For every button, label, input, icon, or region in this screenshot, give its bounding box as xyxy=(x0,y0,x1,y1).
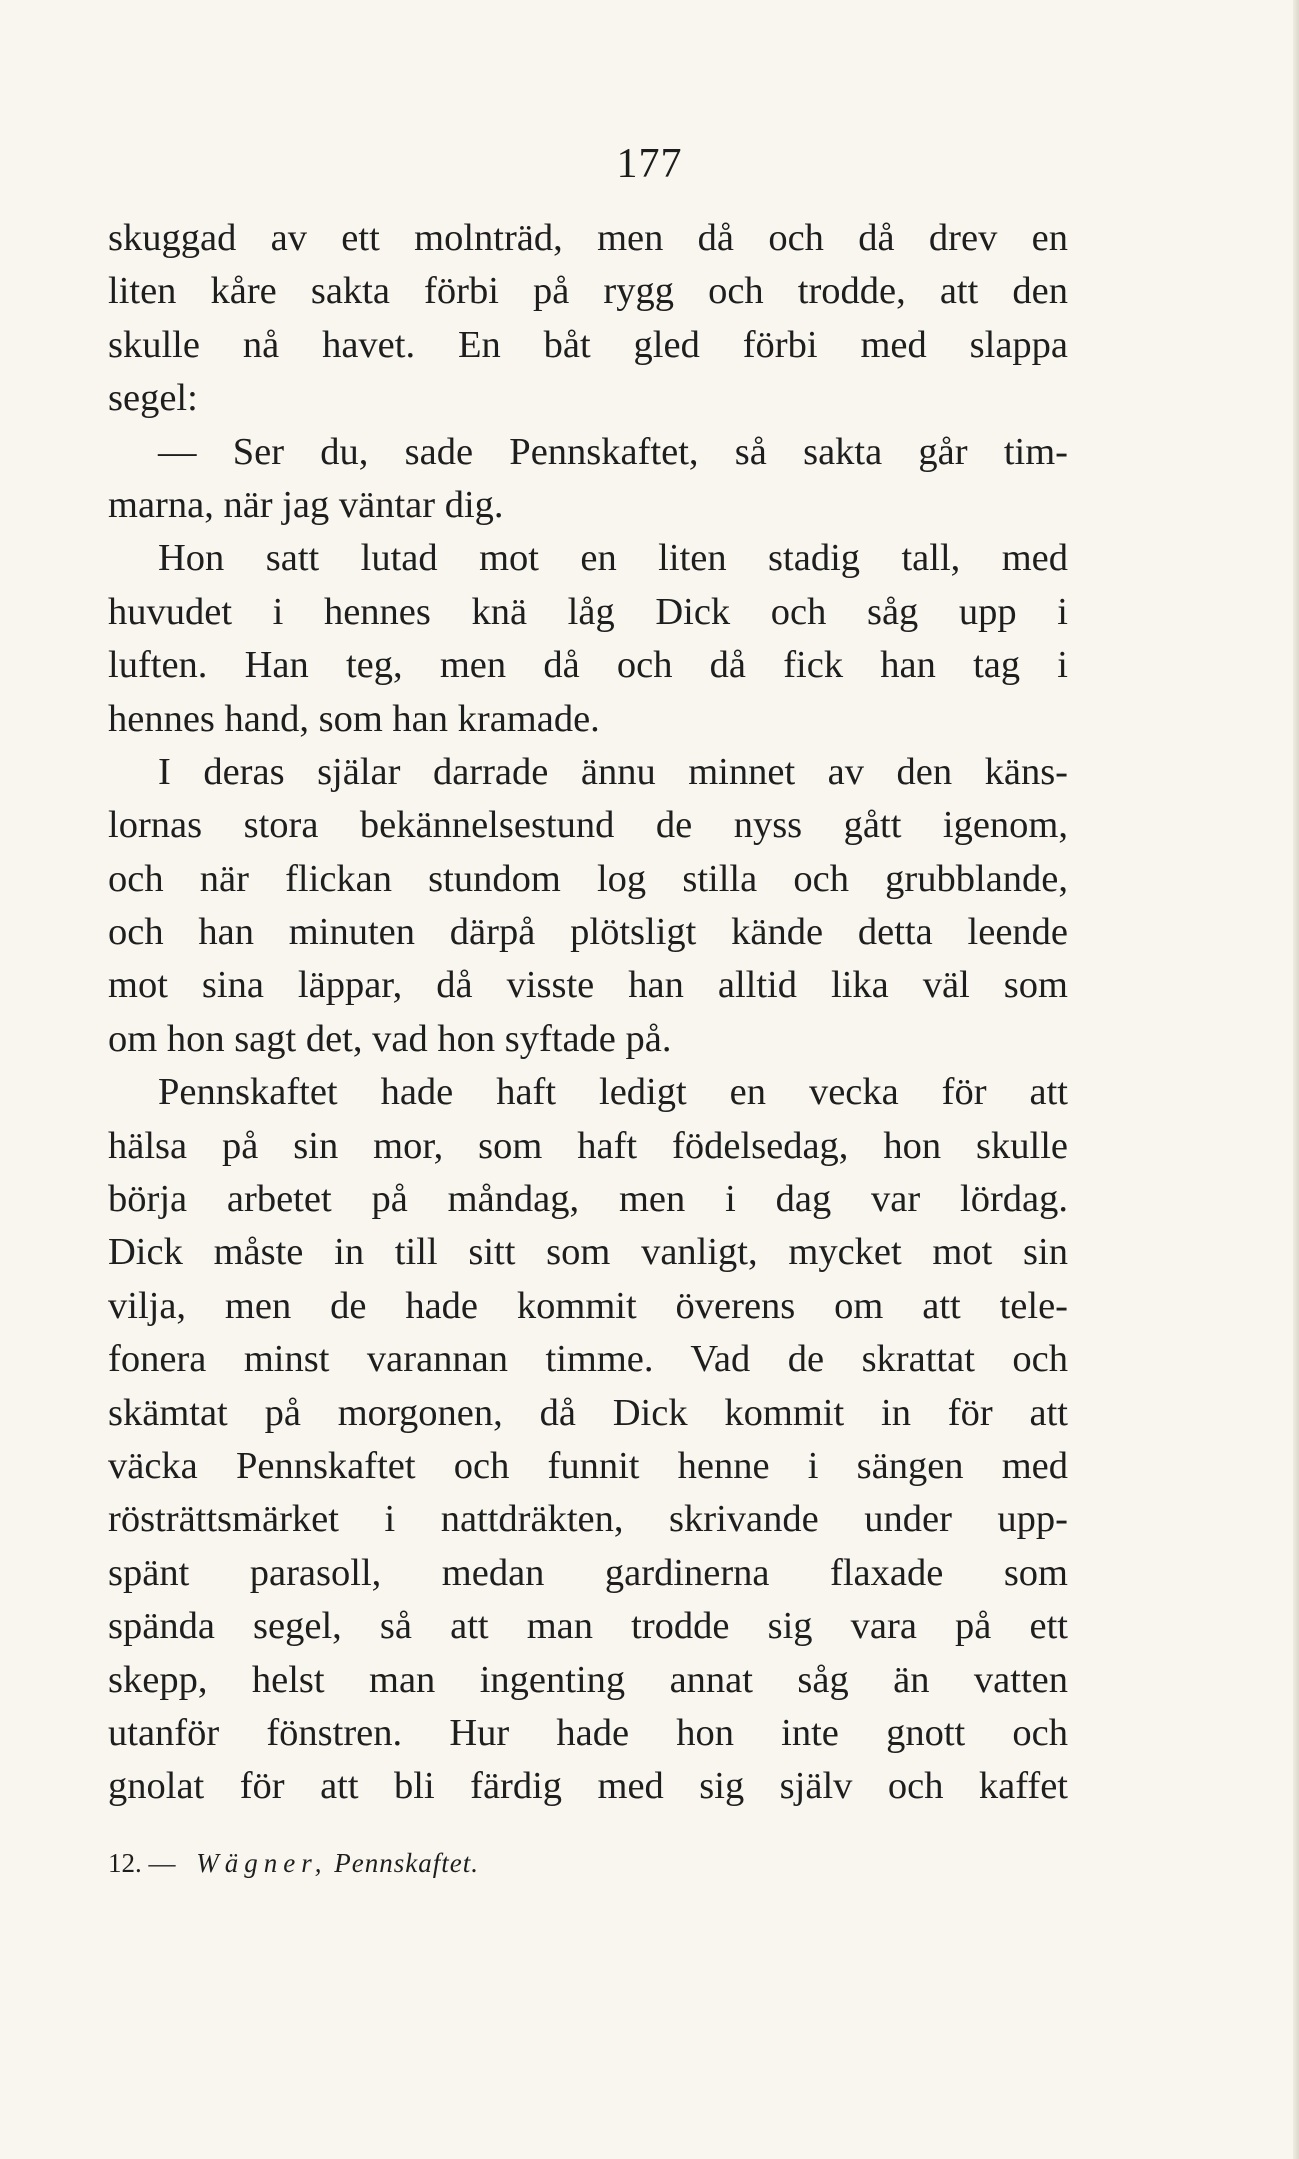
text-line: — Ser du, sade Pennskaftet, så sakta går tim- xyxy=(158,430,1068,473)
text-line: I deras själar darrade ännu minnet av den käns- xyxy=(158,750,1068,793)
text-line: skulle nå havet. En båt gled förbi med slappa xyxy=(108,323,1068,366)
body-text xyxy=(108,212,1068,1814)
text-line: och han minuten därpå plötsligt kände detta leende xyxy=(108,911,1068,954)
text-line: Dick måste in till sitt som vanligt, mycket mot sin xyxy=(108,1231,1068,1274)
footer-author: Wägner, xyxy=(196,1848,328,1878)
text-line: utanför fönstren. Hur hade hon inte gnott och xyxy=(108,1711,1068,1754)
printer-signature xyxy=(108,1848,1068,1879)
text-line: om hon sagt det, vad hon syftade på. xyxy=(108,1017,672,1060)
text-line: hälsa på sin mor, som haft födelsedag, hon skulle xyxy=(108,1124,1068,1167)
text-line: fonera minst varannan timme. Vad de skrattat och xyxy=(108,1338,1068,1381)
text-line: väcka Pennskaftet och funnit henne i sängen med xyxy=(108,1444,1068,1487)
text-line: och när flickan stundom log stilla och grubblande, xyxy=(108,857,1068,900)
text-line: hennes hand, som han kramade. xyxy=(108,697,600,740)
text-line: gnolat för att bli färdig med sig själv och kaffet xyxy=(108,1765,1068,1808)
text-line: luften. Han teg, men då och då fick han tag i xyxy=(108,644,1068,687)
text-line: skuggad av ett molnträd, men då och då drev en xyxy=(108,217,1068,259)
text-line: Hon satt lutad mot en liten stadig tall, med xyxy=(158,537,1068,580)
text-line: spänt parasoll, medan gardinerna flaxade som xyxy=(108,1551,1068,1594)
text-line: marna, när jag väntar dig. xyxy=(108,483,504,526)
text-line: huvudet i hennes knä låg Dick och såg upp i xyxy=(108,590,1068,633)
text-line: rösträttsmärket i nattdräkten, skrivande under upp- xyxy=(108,1498,1068,1541)
text-line: Pennskaftet hade haft ledigt en vecka för att xyxy=(158,1071,1068,1114)
text-line: liten kåre sakta förbi på rygg och trodde, att den xyxy=(108,270,1068,313)
text-line: lornas stora bekännelsestund de nyss gått igenom, xyxy=(108,804,1068,847)
page-number: 177 xyxy=(616,141,683,187)
page-edge xyxy=(1293,0,1299,2159)
text-line: börja arbetet på måndag, men i dag var lördag. xyxy=(108,1178,1068,1221)
signature-mark: 12. — xyxy=(108,1848,176,1878)
text-line: mot sina läppar, då visste han alltid lika väl som xyxy=(108,964,1068,1007)
text-line: spända segel, så att man trodde sig vara på ett xyxy=(108,1605,1068,1648)
text-line: skepp, helst man ingenting annat såg än vatten xyxy=(108,1658,1068,1701)
footer-title: Pennskaftet. xyxy=(334,1848,479,1878)
text-line: skämtat på morgonen, då Dick kommit in för att xyxy=(108,1391,1068,1434)
text-line: vilja, men de hade kommit överens om att tele- xyxy=(108,1284,1068,1327)
text-line: segel: xyxy=(108,377,198,420)
